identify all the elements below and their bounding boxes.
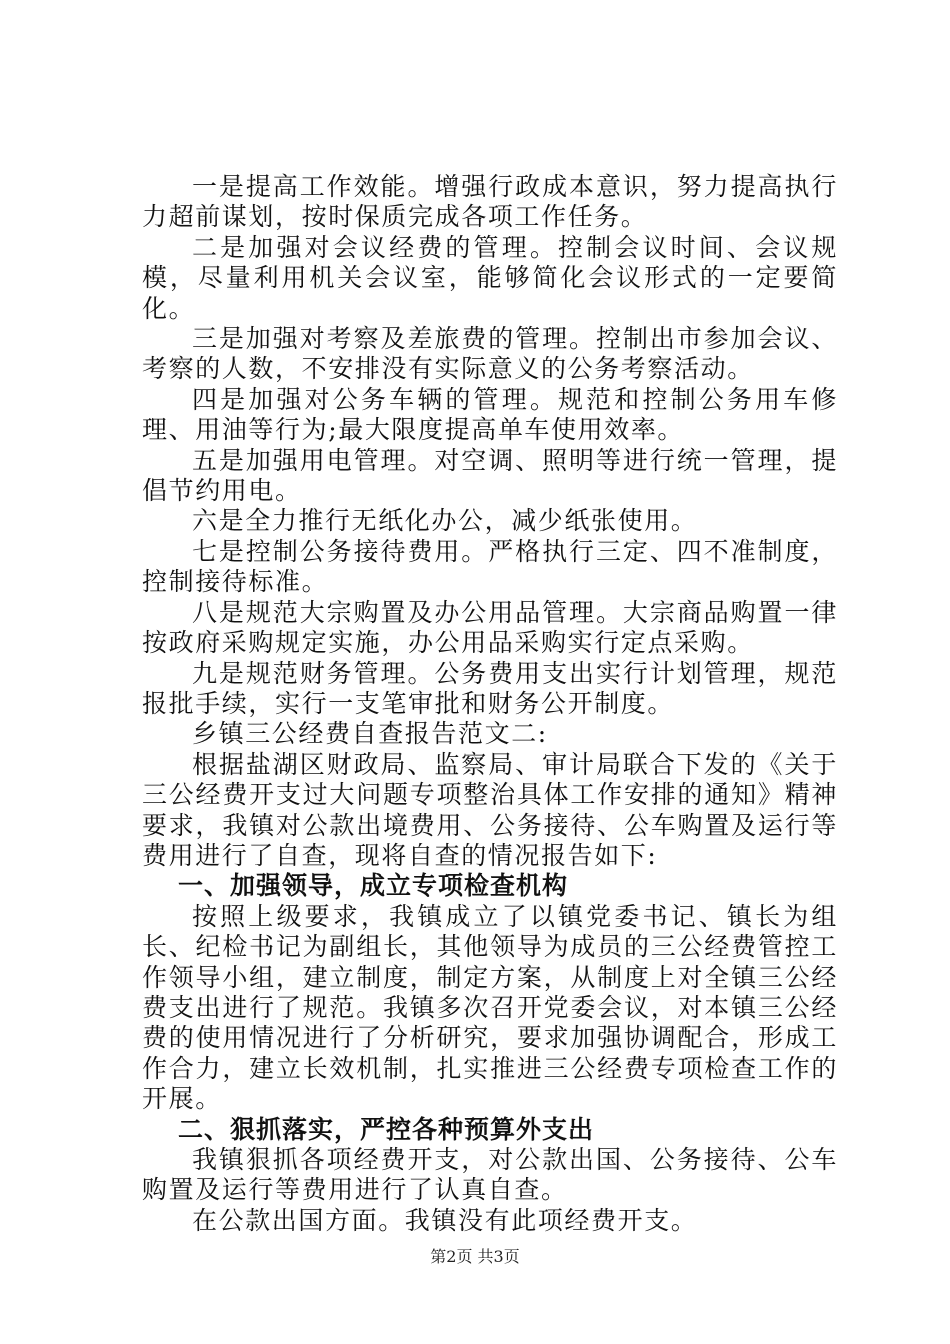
intro-paragraph: 根据盐湖区财政局、监察局、审计局联合下发的《关于三公经费开支过大问题专项整治具体工作安排的通知》精神要求，我镇对公款出境费用、公务接待、公车购置及运行等费用进行了自查，现将自查的情况报告如下: — [142, 749, 838, 870]
paragraph-1: 一是提高工作效能。增强行政成本意识，努力提高执行力超前谋划，按时保质完成各项工作任务。 — [142, 172, 838, 232]
paragraph-5: 五是加强用电管理。对空调、照明等进行统一管理，提倡节约用电。 — [142, 445, 838, 506]
section-2-paragraph: 我镇狠抓各项经费开支，对公款出国、公务接待、公车购置及运行等费用进行了认真自查。 — [142, 1145, 838, 1205]
paragraph-7: 七是控制公务接待费用。严格执行三定、四不准制度，控制接待标准。 — [142, 536, 838, 597]
paragraph-8: 八是规范大宗购置及办公用品管理。大宗商品购置一律按政府采购规定实施，办公用品采购实行定点采购。 — [142, 597, 838, 658]
section-1-paragraph: 按照上级要求，我镇成立了以镇党委书记、镇长为组长、纪检书记为副组长，其他领导为成员的三公经费管控工作领导小组，建立制度，制定方案，从制度上对全镇三公经费支出进行了规范。我镇多次召开党委会议，对本镇三公经费的使用情况进行了分析研究，要求加强协调配合，形成工作合力，建立长效机制，扎实推进三公经费专项检查工作的开展。 — [142, 901, 838, 1114]
paragraph-3: 三是加强对考察及差旅费的管理。控制出市参加会议、考察的人数，不安排没有实际意义的公务考察活动。 — [142, 324, 838, 384]
page-footer: 第2页 共3页 — [430, 1247, 520, 1266]
paragraph-2: 二是加强对会议经费的管理。控制会议时间、会议规模，尽量利用机关会议室，能够简化会议形式的一定要简化。 — [142, 232, 838, 323]
paragraph-6: 六是全力推行无纸化办公，减少纸张使用。 — [192, 506, 698, 536]
paragraph-9: 九是规范财务管理。公务费用支出实行计划管理，规范报批手续，实行一支笔审批和财务公开制度。 — [142, 658, 838, 718]
section-2-note: 在公款出国方面。我镇没有此项经费开支。 — [192, 1205, 698, 1235]
section-heading-2: 二、狠抓落实，严控各种预算外支出 — [178, 1114, 595, 1144]
sample-two-title: 乡镇三公经费自查报告范文二: — [192, 719, 548, 749]
paragraph-4: 四是加强对公务车辆的管理。规范和控制公务用车修理、用油等行为;最大限度提高单车使用效率。 — [142, 384, 838, 445]
document-body — [142, 172, 838, 1236]
section-heading-1: 一、加强领导，成立专项检查机构 — [178, 871, 569, 901]
